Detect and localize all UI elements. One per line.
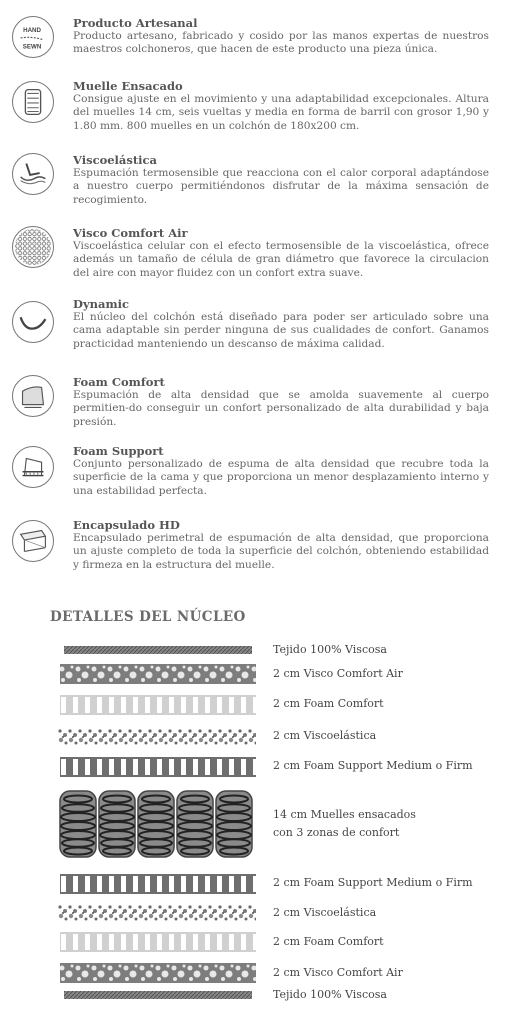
feature-desc: Encapsulado perimetral de espumación de alta densidad, que proporciona un ajuste completo de toda la superficie del colchón, obteniendo estabilidad y firmeza en la estructura del muelle. [73, 532, 489, 571]
feature-desc: Viscoelástica celular con el efecto termosensible de la viscoelástica, ofrece además un tamaño de célula de gran diámetro que favorece la circulacion del aire con mayor fluidez con un confort extra suave. [73, 240, 489, 279]
feature-title: Foam Support [73, 444, 164, 458]
feature-desc: El núcleo del colchón está diseñado para poder ser articulado sobre una cama adaptable sin perder ninguna de sus cualidades de confort. Ganamos practicidad manteniendo un descanso de máxima calidad. [73, 311, 489, 350]
layer-label: Tejido 100% Viscosa [273, 988, 387, 1001]
layer-label: 2 cm Viscoelástica [273, 729, 377, 742]
layer-label: Tejido 100% Viscosa [273, 643, 387, 656]
layer-label: 2 cm Foam Comfort [273, 935, 384, 948]
hand-sewn-icon-text-hand: HAND [23, 27, 41, 35]
layer-label: 2 cm Foam Support Medium o Firm [273, 876, 473, 889]
feature-desc: Consigue ajuste en el movimiento y una adaptabilidad excepcionales. Altura del muelles 14 cm, seis vueltas y media en forma de barril con grosor 1,90 y 1.80 mm. 800 muelles en un colchón de 180x200 cm. [73, 93, 489, 132]
viscoelastic-layer-graphic [58, 727, 258, 747]
feature-desc: Espumación termosensible que reacciona con el calor corporal adaptándose a nuestro cuerpo permitiéndonos disfrutar de la máxima sensación de recogimiento. [73, 167, 489, 206]
foam-comfort-layer-graphic [58, 694, 258, 716]
foam-comfort-icon [12, 375, 54, 417]
pocket-springs-layer-graphic [58, 790, 258, 858]
foam-support-layer-graphic [58, 873, 258, 895]
visco-comfort-air-layer-graphic [58, 962, 258, 984]
encapsulated-hd-icon [12, 520, 54, 562]
foam-support-icon [12, 446, 54, 488]
feature-desc: Producto artesano, fabricado y cosido por las manos expertas de nuestros maestros colchoneros, que hacen de este producto una pieza única. [73, 30, 489, 56]
layer-label: 2 cm Viscoelástica [273, 906, 377, 919]
viscoelastic-icon [12, 153, 54, 195]
feature-title: Visco Comfort Air [73, 226, 188, 240]
visco-comfort-air-icon [12, 226, 54, 268]
hand-sewn-icon [12, 16, 54, 58]
layer-label: 2 cm Visco Comfort Air [273, 966, 403, 979]
dynamic-icon [12, 301, 54, 343]
foam-comfort-layer-graphic [58, 931, 258, 953]
feature-title: Muelle Ensacado [73, 79, 183, 93]
fabric-layer-graphic [58, 990, 254, 1000]
feature-desc: Espumación de alta densidad que se amolda suavemente al cuerpo permitien-do conseguir un confort personalizado de alta durabilidad y baja presión. [73, 389, 489, 428]
layer-label: 14 cm Muelles ensacados [273, 808, 416, 821]
viscoelastic-layer-graphic [58, 903, 258, 923]
feature-title: Encapsulado HD [73, 518, 180, 532]
fabric-layer-graphic [58, 645, 254, 655]
hand-sewn-icon-text-sewn: SEWN [22, 43, 42, 51]
visco-comfort-air-layer-graphic [58, 663, 258, 685]
feature-title: Dynamic [73, 297, 130, 311]
layer-label: 2 cm Visco Comfort Air [273, 667, 403, 680]
foam-support-layer-graphic [58, 756, 258, 778]
feature-title: Foam Comfort [73, 375, 165, 389]
layer-label-line-2: con 3 zonas de confort [273, 826, 400, 839]
layer-label: 2 cm Foam Comfort [273, 697, 384, 710]
feature-title: Viscoelástica [73, 153, 157, 167]
pocket-spring-icon [12, 81, 54, 123]
layer-label: 2 cm Foam Support Medium o Firm [273, 759, 473, 772]
feature-title: Producto Artesanal [73, 16, 198, 30]
feature-desc: Conjunto personalizado de espuma de alta densidad que recubre toda la superficie de la cama y que proporciona un menor desplazamiento interno y una estabilidad perfecta. [73, 458, 489, 497]
core-section-title: DETALLES DEL NÚCLEO [50, 609, 246, 625]
